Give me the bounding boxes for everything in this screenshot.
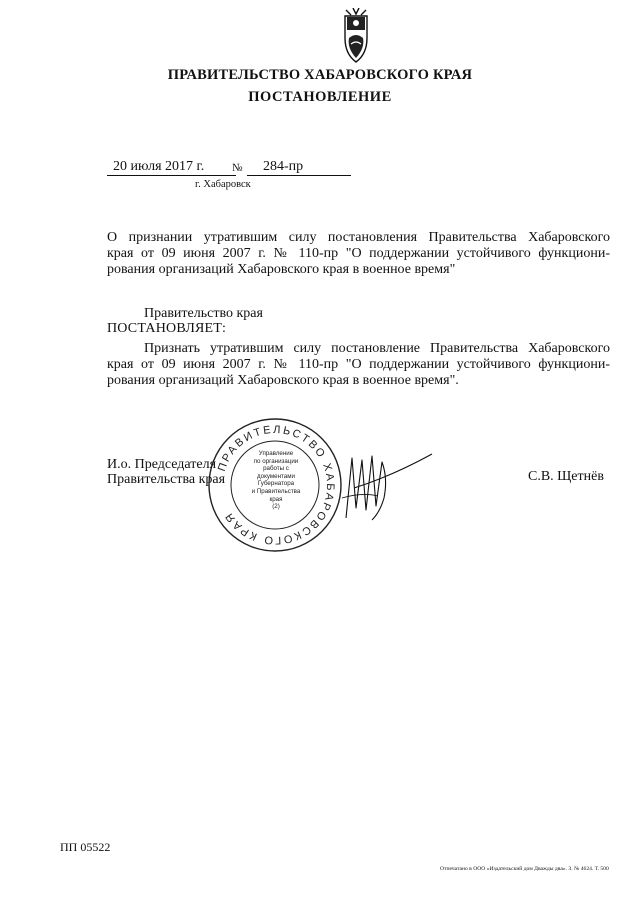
signer-name: С.В. Щетнёв [528,469,604,484]
document-date: 20 июля 2017 г. [107,159,236,176]
decrees-word: ПОСТАНОВЛЯЕТ: [107,321,227,336]
document-subject [107,230,610,278]
government-title: ПРАВИТЕЛЬСТВО ХАБАРОВСКОГО КРАЯ [167,67,473,83]
stamp-line: Губернатора [257,480,295,488]
stamp-line: Управление [258,450,294,457]
number-sign: № [232,162,243,174]
stamp-inner-text [244,450,308,511]
document-code: ПП 05522 [60,840,111,854]
signer-position-line1: И.о. Председателя [107,457,217,472]
document-number: 284-пр [247,159,351,176]
handwritten-signature [332,448,442,528]
stamp-line: по организации [253,457,299,465]
body-line: края от 09 июня 2007 г. № 110-пр "О поддержании устойчивого функциони- [107,357,610,372]
document-type: ПОСТАНОВЛЕНИЕ [248,89,392,105]
subject-line: рования организаций Хабаровского края в военное время" [107,262,456,277]
stamp-line: и Правительства [251,487,301,495]
subject-line: О признании утратившим силу постановления Правительства Хабаровского [107,230,610,245]
printer-imprint: Отпечатано в ООО «Издательский дом Дважды два». З. № 4624. Т. 500 [440,866,609,872]
subject-line: края от 09 июня 2007 г. № 110-пр "О поддержании устойчивого функциони- [107,246,610,261]
body-line: рования организаций Хабаровского края в военное время". [107,373,459,388]
stamp-line: (2) [272,503,280,511]
stamp-line: работы с документами [257,465,295,480]
body-line: Признать утратившим силу постановление Правительства Хабаровского [144,341,610,356]
signer-position-line2: Правительства края [107,472,226,487]
document-city: г. Хабаровск [195,179,251,190]
government-subject: Правительство края [144,306,263,321]
stamp-line: края [269,495,283,503]
decree-body [107,341,610,389]
coat-of-arms-emblem [331,8,381,66]
stamp-ring-text: ПРАВИТЕЛЬСТВО ХАБАРОВСКОГО КРАЯ [215,423,337,547]
